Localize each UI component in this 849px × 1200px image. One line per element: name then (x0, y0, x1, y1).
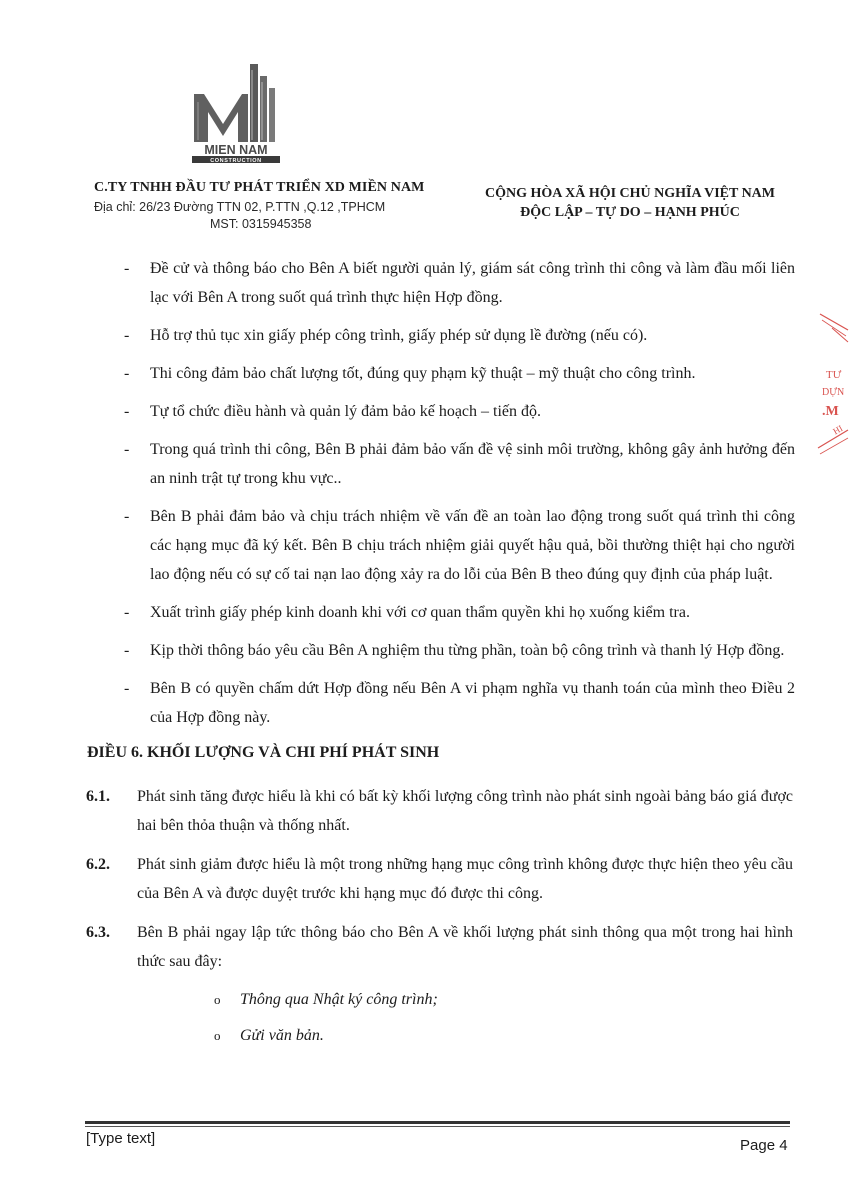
page-number: Page 4 (740, 1137, 788, 1154)
company-name: C.TY TNHH ĐẦU TƯ PHÁT TRIỂN XD MIỀN NAM (94, 180, 425, 195)
obligation-text: Trong quá trình thi công, Bên B phải đảm bảo vấn đề vệ sinh môi trường, không gây ảnh hưởng đến an ninh trật tự trong khu vực.. (150, 441, 795, 487)
logo-sub-text: CONSTRUCTION (210, 158, 262, 164)
bullet-dash: - (124, 327, 130, 344)
clause-6-2 (86, 850, 793, 908)
logo-graphic (190, 62, 282, 164)
obligation-item (124, 359, 795, 388)
obligation-text: Tự tổ chức điều hành và quản lý đảm bảo kế hoạch – tiến độ. (150, 403, 542, 420)
bullet-dash: - (124, 260, 130, 277)
obligation-item (124, 636, 795, 665)
bullet-dash: - (124, 508, 130, 525)
clause-text: Phát sinh giảm được hiểu là một trong những hạng mục công trình không được thực hiện theo yêu cầu của Bên A và được duyệt trước khi hạng mục đó được thi công. (137, 856, 793, 902)
nation-motto: ĐỘC LẬP – TỰ DO – HẠNH PHÚC (520, 205, 740, 220)
bullet-dash: - (124, 441, 130, 458)
obligation-text: Đề cử và thông báo cho Bên A biết người quản lý, giám sát công trình thi công và làm đầu mối liên lạc với Bên A trong suốt quá trình thực hiện Hợp đồng. (150, 260, 795, 306)
sub-item-text: Gửi văn bản. (240, 1027, 324, 1044)
bullet-dash: - (124, 642, 130, 659)
bullet-dash: - (124, 403, 130, 420)
sub-item-document (214, 1022, 849, 1050)
document-body (0, 254, 849, 1058)
obligation-text: Thi công đảm bảo chất lượng tốt, đúng quy phạm kỹ thuật – mỹ thuật cho công trình. (150, 365, 696, 382)
company-info (94, 180, 434, 231)
obligation-text: Hỗ trợ thủ tục xin giấy phép công trình, giấy phép sử dụng lề đường (nếu có). (150, 327, 648, 344)
obligation-item (124, 321, 795, 350)
sub-item-text: Thông qua Nhật ký công trình; (240, 991, 438, 1008)
footer-rule-thin (85, 1126, 790, 1127)
nation-title: CỘNG HÒA XÃ HỘI CHỦ NGHĨA VIỆT NAM (484, 186, 775, 201)
clause-6-1 (86, 782, 793, 840)
stamp-text-3: .M (822, 404, 839, 419)
company-address: Địa chỉ: 26/23 Đường TTN 02, P.TTN ,Q.12 ,TPHCM (94, 200, 386, 214)
footer-rule (85, 1121, 790, 1124)
obligation-item (124, 674, 795, 732)
clause-text: Bên B phải ngay lập tức thông báo cho Bên A về khối lượng phát sinh thông qua một trong hai hình thức sau đây: (137, 924, 793, 970)
obligation-text: Kịp thời thông báo yêu cầu Bên A nghiệm thu từng phần, toàn bộ công trình và thanh lý Hợp đồng. (150, 642, 785, 659)
obligation-item (124, 397, 795, 426)
bullet-dash: - (124, 604, 130, 621)
footer-placeholder-text: [Type text] (86, 1130, 156, 1147)
clause-number: 6.2. (86, 856, 110, 873)
sub-item-logbook (214, 986, 849, 1014)
section-6-title: ĐIỀU 6. KHỐI LƯỢNG VÀ CHI PHÍ PHÁT SINH (87, 744, 440, 761)
stamp-text-4: HI (831, 423, 845, 437)
obligation-item (124, 435, 795, 493)
clause-text: Phát sinh tăng được hiểu là khi có bất kỳ khối lượng công trình nào phát sinh ngoài bảng báo giá được hai bên thỏa thuận và thống nhất. (137, 788, 793, 834)
clause-number: 6.3. (86, 924, 110, 941)
obligation-item (124, 598, 795, 627)
obligation-item (124, 502, 795, 589)
clause-6-3 (86, 918, 793, 976)
stamp-text-2: DỰN (822, 387, 845, 398)
circle-bullet: o (214, 1028, 221, 1043)
bullet-dash: - (124, 680, 130, 697)
stamp-text-1: TƯ (826, 369, 842, 381)
circle-bullet: o (214, 992, 221, 1007)
bullet-dash: - (124, 365, 130, 382)
obligation-text: Xuất trình giấy phép kinh doanh khi với cơ quan thẩm quyền khi họ xuống kiểm tra. (150, 604, 690, 621)
logo-brand-text: MIEN NAM (204, 143, 268, 157)
clause-number: 6.1. (86, 788, 110, 805)
obligation-item (124, 254, 795, 312)
national-heading (460, 186, 800, 221)
company-tax-code: MST: 0315945358 (210, 217, 312, 231)
company-logo (190, 62, 282, 164)
obligation-text: Bên B phải đảm bảo và chịu trách nhiệm về vấn đề an toàn lao động trong suốt quá trình thi công các hạng mục đã ký kết. Bên B chịu trách nhiệm giải quyết hậu quả, bồi thường thiệt hại cho người lao động nếu có sự cố tai nạn lao động xảy ra do lỗi của Bên B theo đúng quy định của pháp luật. (150, 508, 795, 583)
obligation-text: Bên B có quyền chấm dứt Hợp đồng nếu Bên A vi phạm nghĩa vụ thanh toán của mình theo Điều 2 của Hợp đồng này. (150, 680, 795, 726)
